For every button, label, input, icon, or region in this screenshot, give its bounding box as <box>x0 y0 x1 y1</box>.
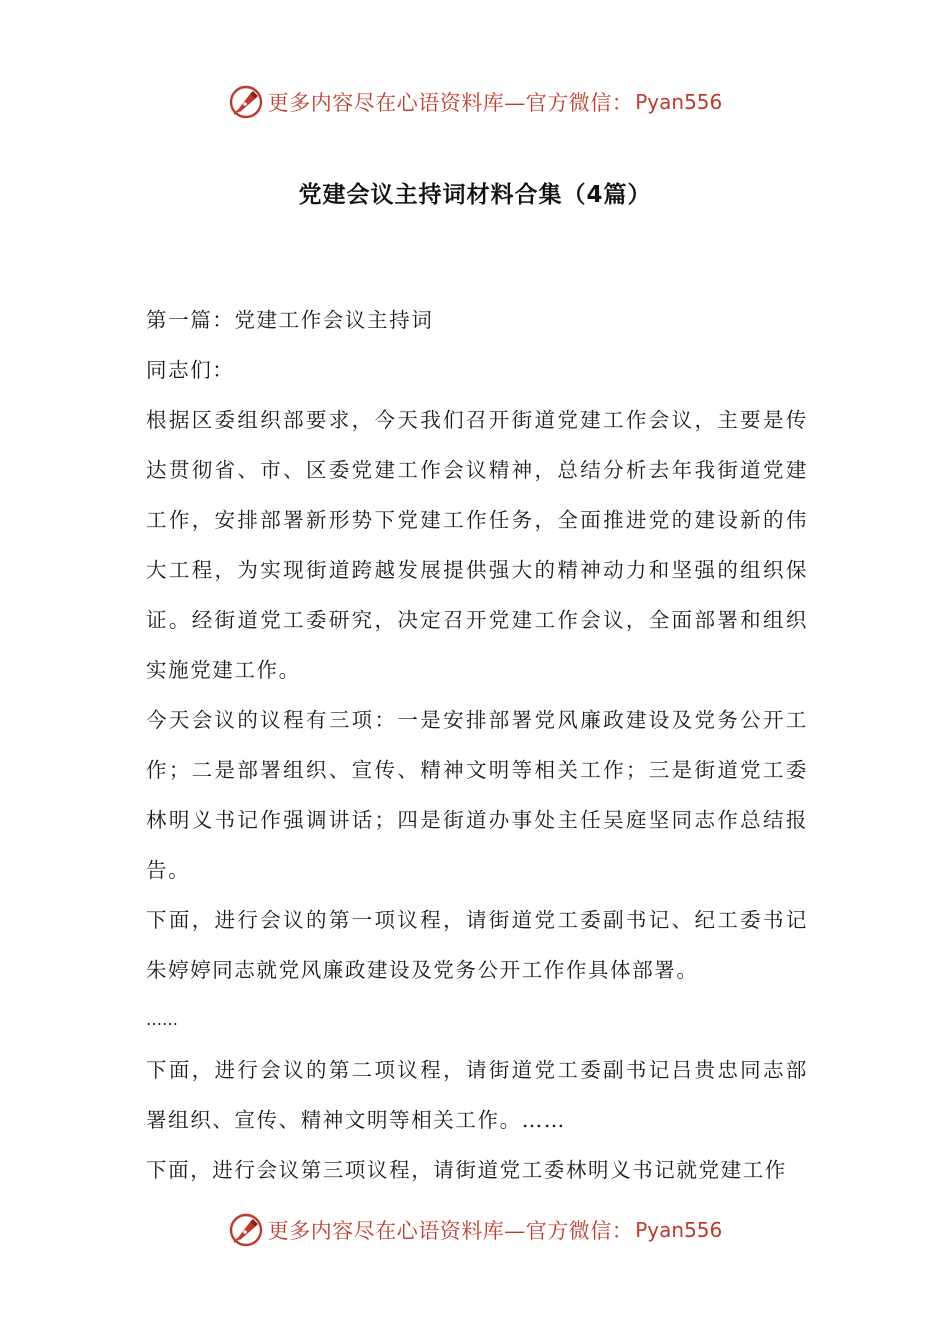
ellipsis: …… <box>146 1010 178 1029</box>
pen-nib-logo-icon <box>228 84 264 120</box>
header-banner-wechat-id: Pyan556 <box>635 90 723 114</box>
paragraph: 根据区委组织部要求，今天我们召开街道党建工作会议，主要是传达贯彻省、市、区委党建工作会议精神，总结分析去年我街道党建工作，安排部署新形势下党建工作任务，全面推进党的建设新的伟大工程，为实现街道跨越发展提供强大的精神动力和坚强的组织保证。经街道党工委研究，决定召开党建工作会议，全面部署和组织实施党建工作。 <box>146 408 808 682</box>
document-title: 党建会议主持词材料合集（4篇） <box>298 182 652 208</box>
footer-banner <box>0 1208 950 1252</box>
header-banner <box>0 80 950 124</box>
document-body <box>146 295 808 1195</box>
footer-banner-text: 更多内容尽在心语资料库—官方微信： <box>267 1219 634 1243</box>
paragraph: 下面，进行会议的第一项议程，请街道党工委副书记、纪工委书记朱婷婷同志就党风廉政建设及党务公开工作作具体部署。 <box>146 908 808 982</box>
paragraph: 下面，进行会议第三项议程，请街道党工委林明义书记就党建工作 <box>146 1158 787 1182</box>
footer-banner-wechat-id: Pyan556 <box>635 1218 723 1242</box>
pen-nib-logo-icon <box>228 1212 264 1248</box>
paragraph: 今天会议的议程有三项：一是安排部署党风廉政建设及党务公开工作；二是部署组织、宣传、精神文明等相关工作；三是街道党工委林明义书记作强调讲话；四是街道办事处主任吴庭坚同志作总结报告。 <box>146 708 808 882</box>
salutation: 同志们： <box>146 358 235 382</box>
header-banner-text: 更多内容尽在心语资料库—官方微信： <box>267 91 634 115</box>
section-heading: 第一篇：党建工作会议主持词 <box>146 308 434 332</box>
paragraph: 下面，进行会议的第二项议程，请街道党工委副书记吕贵忠同志部署组织、宣传、精神文明等相关工作。…… <box>146 1058 808 1132</box>
